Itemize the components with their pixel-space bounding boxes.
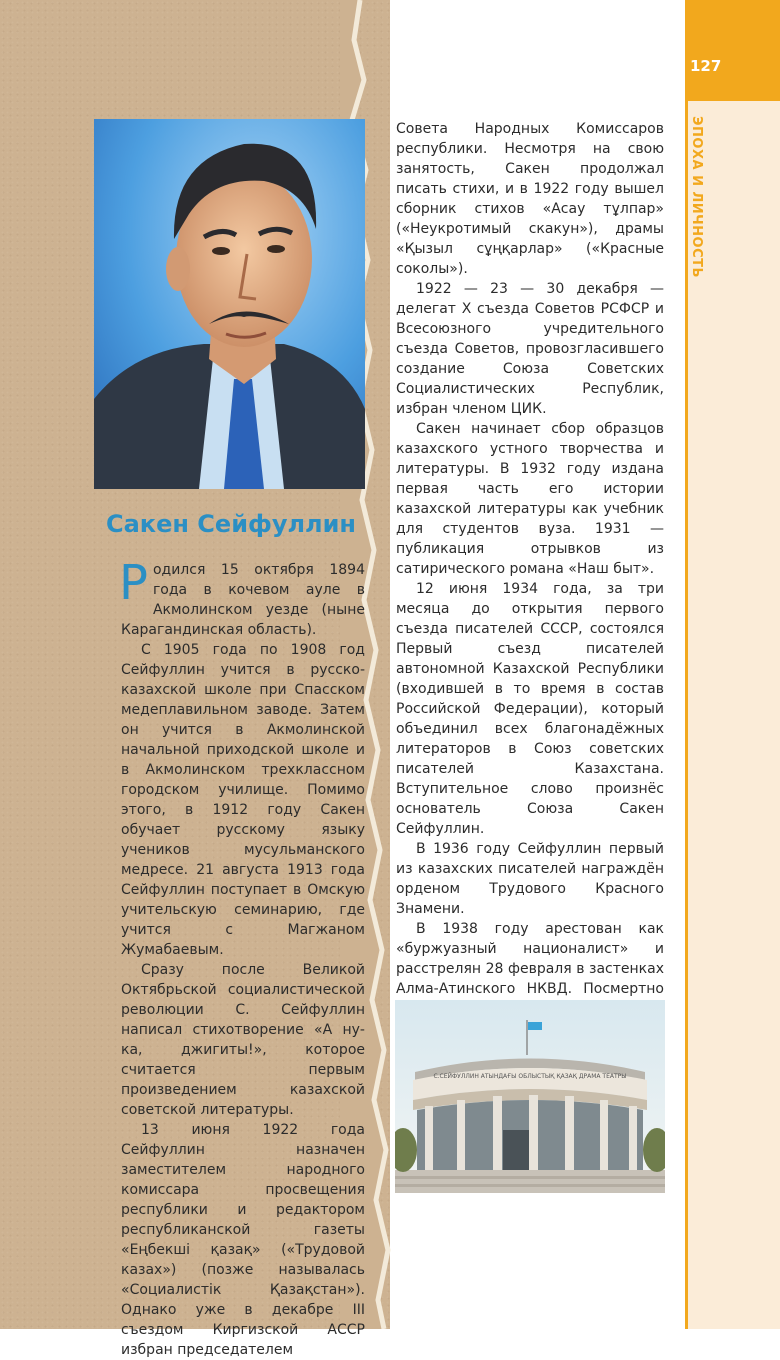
- paragraph: Сразу после Великой Октябрьской социалистической революции С. Сейфуллин написал стихотворение «А ну-ка, джигиты!», которое считается первым произведением казахской советской литературы.: [121, 962, 365, 1118]
- paragraph: 13 июня 1922 года Сейфуллин назначен заместителем народного комиссара просвещения республики и редактором республиканской газеты «Еңбекші қазақ» («Трудовой казах») (позже называлась «Социалистік Қазақстан»). Однако уже в декабре III съездом Киргизской АССР избран председателем: [121, 1122, 365, 1358]
- person-name-heading: Сакен Сейфуллин: [105, 510, 357, 538]
- dropcap: Р: [119, 555, 148, 611]
- paragraph: В 1938 году арестован как «буржуазный националист» и расстрелян 28 февраля в застенках Алма-Атинского НКВД. Посмертно: [396, 921, 664, 997]
- paragraph: 1922 — 23 — 30 декабря — делегат X съезда Советов РСФСР и Всесоюзного учредительного съезда Советов, провозгласившего создание Союза Советских Социалистических Республик, избран членом ЦИК.: [396, 281, 664, 417]
- paragraph: С 1905 года по 1908 год Сейфуллин учится в русско-казахской школе при Спасском медеплавильном заводе. Затем он учится в Акмолинской начальной приходской школе и в Акмолинском трехклассном городском училище. Помимо этого, в 1912 году Сакен обучает русскому языку учеников мусульманского медресе. 21 августа 1913 года Сейфуллин поступает в Омскую учительскую семинарию, где учится с Магжаном Жумабаевым.: [121, 642, 365, 958]
- left-text-column: [119, 555, 365, 1360]
- portrait-illustration: [94, 119, 365, 489]
- page-number-box: [685, 0, 780, 101]
- right-text-column: [396, 119, 664, 1019]
- paragraph: Родился 15 октября 1894 года в кочевом ауле в Акмолинском уезде (ныне Карагандинская область).: [119, 555, 365, 638]
- section-title: ЭПОХА И ЛИЧНОСТЬ: [689, 116, 704, 278]
- paragraph: Сакен начинает сбор образцов казахского устного творчества и литературы. В 1932 году издана первая часть его истории казахской литературы как учебник для студентов вуза. 1931 — публикация отрывков из сатирического романа «Наш быт».: [396, 421, 664, 577]
- building-icon: [395, 1000, 665, 1193]
- paragraph: Совета Народных Комиссаров республики. Несмотря на свою занятость, Сакен продолжал писать стихи, и в 1922 году вышел сборник стихов «Асау тұлпар» («Неукротимый скакун»), драмы «Қызыл сұңқарлар» («Красные соколы»).: [396, 121, 664, 277]
- page-number: 127: [690, 57, 722, 75]
- paragraph: 12 июня 1934 года, за три месяца до открытия первого съезда писателей СССР, состоялся Первый съезд писателей автономной Казахской Республики (входившей в то время в состав Российской Федерации), который объединил всех благонадёжных литераторов в Союз советских писателей Казахстана. Вступительное слово произнёс основатель Союза Сакен Сейфуллин.: [396, 581, 664, 837]
- side-band-line: [685, 101, 688, 1329]
- facade-sign: С.СЕЙФУЛЛИН АТЫНДАҒЫ ОБЛЫСТЫҚ ҚАЗАҚ ДРАМА ТЕАТРЫ: [433, 1073, 627, 1080]
- theatre-building-photo: [395, 1000, 665, 1193]
- paragraph: В 1936 году Сейфуллин первый из казахских писателей награждён орденом Трудового Красного Знамени.: [396, 841, 664, 917]
- portrait-icon: [94, 119, 365, 489]
